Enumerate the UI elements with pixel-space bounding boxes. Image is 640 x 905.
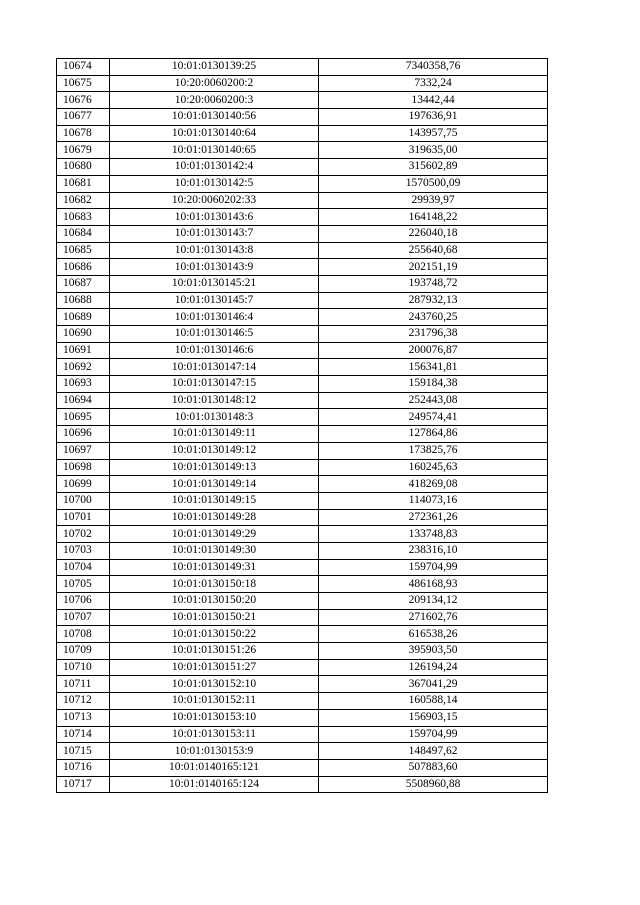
row-number-cell: 10678: [57, 125, 110, 142]
cadastral-value-cell: 243760,25: [319, 309, 548, 326]
row-number-cell: 10683: [57, 209, 110, 226]
cadastral-value-cell: 395903,50: [319, 643, 548, 660]
table-row: [57, 192, 548, 209]
cadastral-number-cell: 10:01:0130149:14: [110, 476, 319, 493]
row-number-cell: 10691: [57, 342, 110, 359]
row-number-cell: 10698: [57, 459, 110, 476]
row-number-cell: 10713: [57, 709, 110, 726]
cadastral-value-cell: 193748,72: [319, 275, 548, 292]
cadastral-value-cell: 127864,86: [319, 426, 548, 443]
cadastral-number-cell: 10:01:0130153:9: [110, 743, 319, 760]
cadastral-number-cell: 10:01:0140165:121: [110, 759, 319, 776]
row-number-cell: 10711: [57, 676, 110, 693]
cadastral-number-cell: 10:01:0130149:11: [110, 426, 319, 443]
table-row: [57, 159, 548, 176]
cadastral-number-cell: 10:01:0130142:4: [110, 159, 319, 176]
row-number-cell: 10675: [57, 75, 110, 92]
cadastral-number-cell: 10:01:0130148:3: [110, 409, 319, 426]
cadastral-value-cell: 287932,13: [319, 292, 548, 309]
row-number-cell: 10676: [57, 92, 110, 109]
cadastral-value-cell: 249574,41: [319, 409, 548, 426]
table-row: [57, 609, 548, 626]
cadastral-number-cell: 10:01:0130140:64: [110, 125, 319, 142]
cadastral-value-cell: 238316,10: [319, 542, 548, 559]
row-number-cell: 10701: [57, 509, 110, 526]
row-number-cell: 10706: [57, 593, 110, 610]
document-page: [56, 58, 547, 793]
cadastral-value-cell: 126194,24: [319, 659, 548, 676]
cadastral-value-cell: 7340358,76: [319, 59, 548, 76]
row-number-cell: 10712: [57, 693, 110, 710]
row-number-cell: 10702: [57, 526, 110, 543]
cadastral-number-cell: 10:01:0130143:6: [110, 209, 319, 226]
cadastral-number-cell: 10:01:0130149:29: [110, 526, 319, 543]
table-row: [57, 559, 548, 576]
cadastral-value-cell: 29939,97: [319, 192, 548, 209]
table-row: [57, 292, 548, 309]
cadastral-number-cell: 10:20:0060200:2: [110, 75, 319, 92]
cadastral-value-cell: 252443,08: [319, 392, 548, 409]
cadastral-value-cell: 173825,76: [319, 442, 548, 459]
row-number-cell: 10697: [57, 442, 110, 459]
table-row: [57, 459, 548, 476]
cadastral-value-cell: 7332,24: [319, 75, 548, 92]
table-row: [57, 526, 548, 543]
table-row: [57, 125, 548, 142]
cadastral-number-cell: 10:01:0130147:14: [110, 359, 319, 376]
row-number-cell: 10686: [57, 259, 110, 276]
cadastral-value-cell: 209134,12: [319, 593, 548, 610]
cadastral-number-cell: 10:01:0130140:65: [110, 142, 319, 159]
cadastral-number-cell: 10:01:0130149:30: [110, 542, 319, 559]
cadastral-number-cell: 10:01:0130153:10: [110, 709, 319, 726]
table-row: [57, 442, 548, 459]
table-row: [57, 225, 548, 242]
cadastral-value-cell: 160245,63: [319, 459, 548, 476]
cadastral-value-cell: 159704,99: [319, 726, 548, 743]
table-row: [57, 209, 548, 226]
table-row: [57, 492, 548, 509]
row-number-cell: 10684: [57, 225, 110, 242]
cadastral-value-cell: 114073,16: [319, 492, 548, 509]
table-row: [57, 426, 548, 443]
row-number-cell: 10696: [57, 426, 110, 443]
row-number-cell: 10680: [57, 159, 110, 176]
table-row: [57, 259, 548, 276]
row-number-cell: 10705: [57, 576, 110, 593]
table-row: [57, 593, 548, 610]
cadastral-value-cell: 367041,29: [319, 676, 548, 693]
cadastral-number-cell: 10:20:0060200:3: [110, 92, 319, 109]
cadastral-number-cell: 10:01:0130146:4: [110, 309, 319, 326]
table-row: [57, 576, 548, 593]
cadastral-value-table: [56, 58, 548, 793]
row-number-cell: 10708: [57, 626, 110, 643]
cadastral-value-cell: 418269,08: [319, 476, 548, 493]
row-number-cell: 10715: [57, 743, 110, 760]
cadastral-value-cell: 271602,76: [319, 609, 548, 626]
table-row: [57, 509, 548, 526]
cadastral-value-cell: 143957,75: [319, 125, 548, 142]
cadastral-number-cell: 10:01:0130150:18: [110, 576, 319, 593]
row-number-cell: 10714: [57, 726, 110, 743]
table-row: [57, 275, 548, 292]
cadastral-number-cell: 10:01:0130139:25: [110, 59, 319, 76]
row-number-cell: 10681: [57, 175, 110, 192]
cadastral-number-cell: 10:01:0130149:28: [110, 509, 319, 526]
table-row: [57, 92, 548, 109]
cadastral-value-cell: 255640,68: [319, 242, 548, 259]
row-number-cell: 10716: [57, 759, 110, 776]
table-row: [57, 542, 548, 559]
row-number-cell: 10717: [57, 776, 110, 793]
row-number-cell: 10699: [57, 476, 110, 493]
cadastral-number-cell: 10:01:0130150:21: [110, 609, 319, 626]
table-row: [57, 109, 548, 126]
cadastral-number-cell: 10:01:0130152:10: [110, 676, 319, 693]
table-row: [57, 142, 548, 159]
row-number-cell: 10707: [57, 609, 110, 626]
cadastral-number-cell: 10:01:0130145:7: [110, 292, 319, 309]
table-row: [57, 476, 548, 493]
cadastral-value-cell: 5508960,88: [319, 776, 548, 793]
table-row: [57, 626, 548, 643]
cadastral-value-cell: 197636,91: [319, 109, 548, 126]
table-row: [57, 75, 548, 92]
row-number-cell: 10682: [57, 192, 110, 209]
row-number-cell: 10703: [57, 542, 110, 559]
table-row: [57, 726, 548, 743]
cadastral-number-cell: 10:01:0140165:124: [110, 776, 319, 793]
cadastral-value-cell: 226040,18: [319, 225, 548, 242]
cadastral-number-cell: 10:01:0130143:8: [110, 242, 319, 259]
table-row: [57, 759, 548, 776]
row-number-cell: 10688: [57, 292, 110, 309]
cadastral-value-cell: 202151,19: [319, 259, 548, 276]
cadastral-number-cell: 10:01:0130148:12: [110, 392, 319, 409]
cadastral-value-cell: 159184,38: [319, 376, 548, 393]
cadastral-value-cell: 156903,15: [319, 709, 548, 726]
cadastral-number-cell: 10:01:0130151:26: [110, 643, 319, 660]
cadastral-number-cell: 10:01:0130147:15: [110, 376, 319, 393]
table-row: [57, 59, 548, 76]
cadastral-value-cell: 156341,81: [319, 359, 548, 376]
cadastral-number-cell: 10:01:0130140:56: [110, 109, 319, 126]
cadastral-number-cell: 10:01:0130149:12: [110, 442, 319, 459]
row-number-cell: 10692: [57, 359, 110, 376]
table-row: [57, 326, 548, 343]
cadastral-value-cell: 319635,00: [319, 142, 548, 159]
cadastral-value-cell: 486168,93: [319, 576, 548, 593]
row-number-cell: 10693: [57, 376, 110, 393]
table-row: [57, 743, 548, 760]
table-row: [57, 643, 548, 660]
cadastral-value-cell: 231796,38: [319, 326, 548, 343]
table-row: [57, 659, 548, 676]
cadastral-value-cell: 1570500,09: [319, 175, 548, 192]
row-number-cell: 10674: [57, 59, 110, 76]
row-number-cell: 10677: [57, 109, 110, 126]
cadastral-number-cell: 10:01:0130149:31: [110, 559, 319, 576]
table-row: [57, 776, 548, 793]
table-row: [57, 342, 548, 359]
cadastral-number-cell: 10:01:0130150:20: [110, 593, 319, 610]
cadastral-number-cell: 10:01:0130153:11: [110, 726, 319, 743]
table-row: [57, 242, 548, 259]
table-body: [57, 59, 548, 793]
cadastral-number-cell: 10:01:0130143:7: [110, 225, 319, 242]
cadastral-number-cell: 10:01:0130149:13: [110, 459, 319, 476]
row-number-cell: 10689: [57, 309, 110, 326]
cadastral-value-cell: 616538,26: [319, 626, 548, 643]
table-row: [57, 409, 548, 426]
table-row: [57, 676, 548, 693]
cadastral-value-cell: 160588,14: [319, 693, 548, 710]
cadastral-value-cell: 148497,62: [319, 743, 548, 760]
row-number-cell: 10700: [57, 492, 110, 509]
row-number-cell: 10694: [57, 392, 110, 409]
table-row: [57, 693, 548, 710]
cadastral-value-cell: 133748,83: [319, 526, 548, 543]
row-number-cell: 10710: [57, 659, 110, 676]
row-number-cell: 10679: [57, 142, 110, 159]
table-row: [57, 392, 548, 409]
cadastral-number-cell: 10:20:0060202:33: [110, 192, 319, 209]
cadastral-value-cell: 13442,44: [319, 92, 548, 109]
cadastral-value-cell: 164148,22: [319, 209, 548, 226]
table-row: [57, 709, 548, 726]
table-row: [57, 359, 548, 376]
cadastral-value-cell: 272361,26: [319, 509, 548, 526]
cadastral-number-cell: 10:01:0130146:6: [110, 342, 319, 359]
cadastral-number-cell: 10:01:0130152:11: [110, 693, 319, 710]
cadastral-value-cell: 159704,99: [319, 559, 548, 576]
row-number-cell: 10687: [57, 275, 110, 292]
table-row: [57, 376, 548, 393]
cadastral-number-cell: 10:01:0130143:9: [110, 259, 319, 276]
cadastral-value-cell: 315602,89: [319, 159, 548, 176]
row-number-cell: 10695: [57, 409, 110, 426]
cadastral-number-cell: 10:01:0130151:27: [110, 659, 319, 676]
cadastral-number-cell: 10:01:0130149:15: [110, 492, 319, 509]
row-number-cell: 10709: [57, 643, 110, 660]
table-row: [57, 309, 548, 326]
cadastral-number-cell: 10:01:0130142:5: [110, 175, 319, 192]
cadastral-number-cell: 10:01:0130146:5: [110, 326, 319, 343]
cadastral-number-cell: 10:01:0130145:21: [110, 275, 319, 292]
row-number-cell: 10685: [57, 242, 110, 259]
cadastral-value-cell: 507883,60: [319, 759, 548, 776]
row-number-cell: 10690: [57, 326, 110, 343]
table-row: [57, 175, 548, 192]
cadastral-number-cell: 10:01:0130150:22: [110, 626, 319, 643]
cadastral-value-cell: 200076,87: [319, 342, 548, 359]
row-number-cell: 10704: [57, 559, 110, 576]
